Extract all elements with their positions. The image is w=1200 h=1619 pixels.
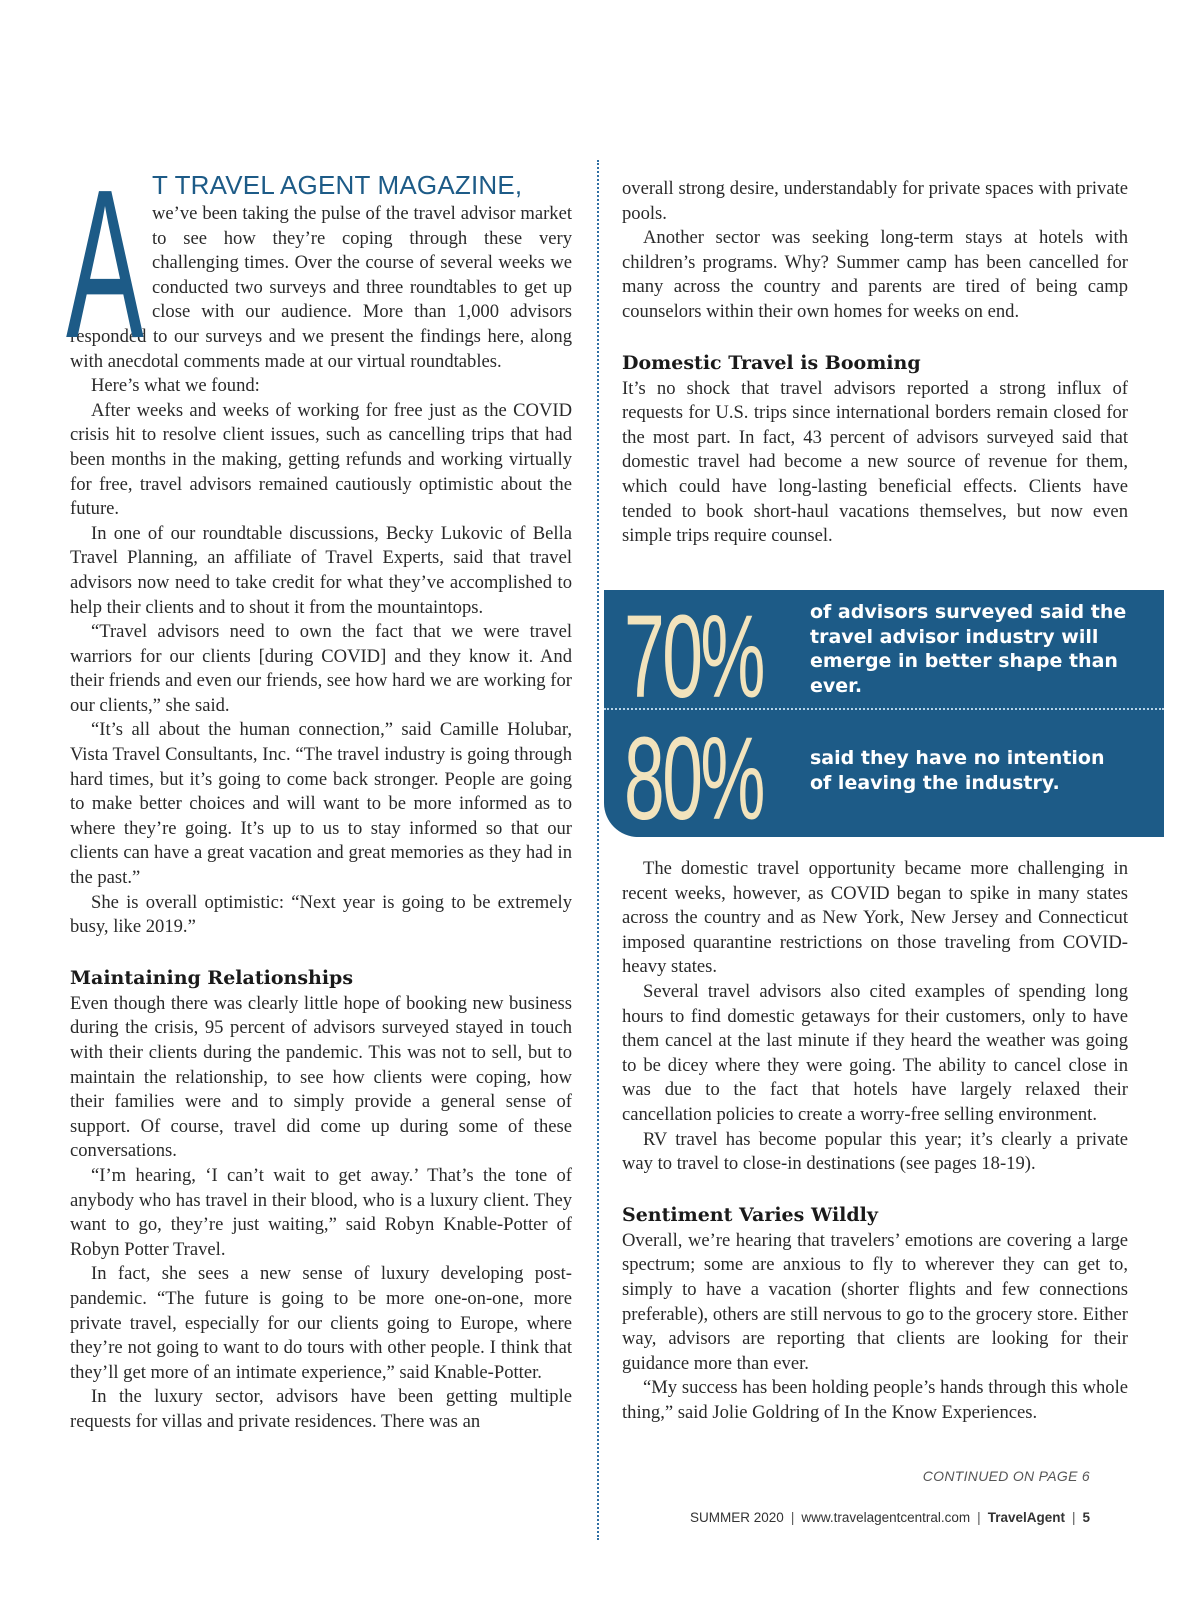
- body-paragraph: In one of our roundtable discussions, Becky Lukovic of Bella Travel Planning, an affiliate of Travel Experts, said that travel advisors now need to take credit for what they’ve accomplished to help their clients and to shout it from the mountaintops.: [70, 522, 572, 618]
- section-heading-relationships: Maintaining Relationships: [70, 966, 354, 989]
- drop-cap: A: [66, 145, 144, 382]
- body-paragraph: Even though there was clearly little hope of booking new business during the crisis, 95 percent of advisors surveyed stayed in touch with their clients during the pandemic. This was not to sell, but to maintain the relationship, to see how clients were coping, how their families were and to simply provide a general sense of support. Of course, travel did come up during some of these conversations.: [70, 992, 572, 1162]
- body-paragraph: In fact, she sees a new sense of luxury developing post-pandemic. “The future is going to be more one-on-one, more private travel, especially for our clients going to Europe, where they’re not going to want to do tours with other people. I think that they’ll get more of an intimate experience,” said Knable-Potter.: [70, 1263, 572, 1383]
- issue-label: SUMMER 2020: [690, 1510, 784, 1525]
- section-heading-domestic: Domestic Travel is Booming: [622, 351, 921, 374]
- body-paragraph: overall strong desire, understandably for private spaces with private pools.: [622, 178, 1128, 224]
- body-paragraph: Here’s what we found:: [91, 375, 260, 397]
- brand-name: TravelAgent: [987, 1510, 1065, 1525]
- page-footer: SUMMER 2020 | www.travelagentcentral.com | TravelAgent | 5: [690, 1510, 1090, 1525]
- column-divider: [597, 160, 599, 1540]
- section-heading-sentiment: Sentiment Varies Wildly: [622, 1203, 878, 1226]
- website-link[interactable]: www.travelagentcentral.com: [801, 1510, 971, 1525]
- body-paragraph: After weeks and weeks of working for free just as the COVID crisis hit to resolve client issues, such as cancelling trips that had been months in the making, getting refunds and working virtually for free, travel advisors remained cautiously optimistic about the future.: [70, 399, 572, 520]
- right-column-bottom: [622, 857, 1128, 1425]
- continued-note: CONTINUED ON PAGE 6: [922, 1468, 1090, 1484]
- stat-divider: [604, 708, 1164, 710]
- body-paragraph: “It’s all about the human connection,” said Camille Holubar, Vista Travel Consultants, Inc. “The travel industry is going through hard times, but it’s going to come back stronger. People are going to make better choices and will want to be more informed as to where they’re going. It’s up to us to stay informed so that our clients can have a great vacation and great memories as they had in the past.”: [70, 719, 572, 889]
- stat-value: 80%: [624, 713, 763, 845]
- body-paragraph: “Travel advisors need to own the fact that we were travel warriors for our clients [during COVID] and they know it. And their friends and even our friends, see how hard we are working for our clients,” she said.: [70, 621, 572, 716]
- stats-callout: [604, 590, 1164, 845]
- body-paragraph: Another sector was seeking long-term stays at hotels with children’s programs. Why? Summer camp has been cancelled for many across the country and parents are tired of being camp counselors within their own homes for weeks on end.: [622, 227, 1128, 322]
- stat-row: [604, 713, 1164, 845]
- body-paragraph: RV travel has become popular this year; it’s clearly a private way to travel to close-in destinations (see pages 18-19).: [622, 1128, 1128, 1175]
- page-number: 5: [1082, 1510, 1090, 1525]
- stat-value: 70%: [624, 591, 763, 723]
- intro-paragraph: we’ve been taking the pulse of the travel advisor market to see how they’re coping through these very challenging times. Over the course of several weeks we conducted two surveys and three roundtables to get up close with our audience. More than 1,000 advisors responded to our surveys and we present the findings here, along with anecdotal comments made at our virtual roundtables.: [70, 203, 572, 372]
- body-paragraph: Several travel advisors also cited examples of spending long hours to find domestic getaways for their customers, only to have them cancel at the last minute if they heard the weather was going to be dicey where they were going. The ability to cancel close in was due to the fact that hotels have largely relaxed their cancellation policies to create a worry-free selling environment.: [622, 980, 1128, 1125]
- body-paragraph: The domestic travel opportunity became more challenging in recent weeks, however, as COVID began to spike in many states across the country and as New York, New Jersey and Connecticut imposed quarantine restrictions on those traveling from COVID-heavy states.: [622, 858, 1128, 978]
- body-paragraph: “I’m hearing, ‘I can’t wait to get away.’ That’s the tone of anybody who has travel in their blood, who is a luxury client. They want to go, they’re just waiting,” said Robyn Knable-Potter of Robyn Potter Travel.: [70, 1164, 572, 1260]
- right-column-top: [622, 177, 1128, 549]
- stat-description: said they have no intention of leaving the industry.: [810, 747, 1105, 794]
- body-paragraph: Overall, we’re hearing that travelers’ emotions are covering a large spectrum; some are anxious to fly to wherever they can get to, simply to have a vacation (shorter flights and few connections preferable), others are still nervous to go to the grocery store. Either way, advisors are reporting that clients are looking for their guidance more than ever.: [622, 1229, 1128, 1374]
- body-paragraph: She is overall optimistic: “Next year is going to be extremely busy, like 2019.”: [70, 891, 572, 938]
- stat-description: of advisors surveyed said the travel advisor industry will emerge in better shape than ever.: [810, 601, 1127, 697]
- left-column: [66, 145, 572, 1435]
- stat-row: [604, 591, 1164, 723]
- body-paragraph: “My success has been holding people’s hands through this whole thing,” said Jolie Goldring of In the Know Experiences.: [622, 1377, 1128, 1423]
- body-paragraph: It’s no shock that travel advisors reported a strong influx of requests for U.S. trips since international borders remain closed for the most part. In fact, 43 percent of advisors surveyed said that domestic travel had become a new source of revenue for them, which could have long-lasting beneficial effects. Clients have tended to book short-haul vacations themselves, but now even simple trips require counsel.: [622, 377, 1128, 547]
- body-paragraph: In the luxury sector, advisors have been getting multiple requests for villas and private residences. There was an: [70, 1386, 572, 1432]
- lead-in-heading: T TRAVEL AGENT MAGAZINE,: [152, 170, 523, 200]
